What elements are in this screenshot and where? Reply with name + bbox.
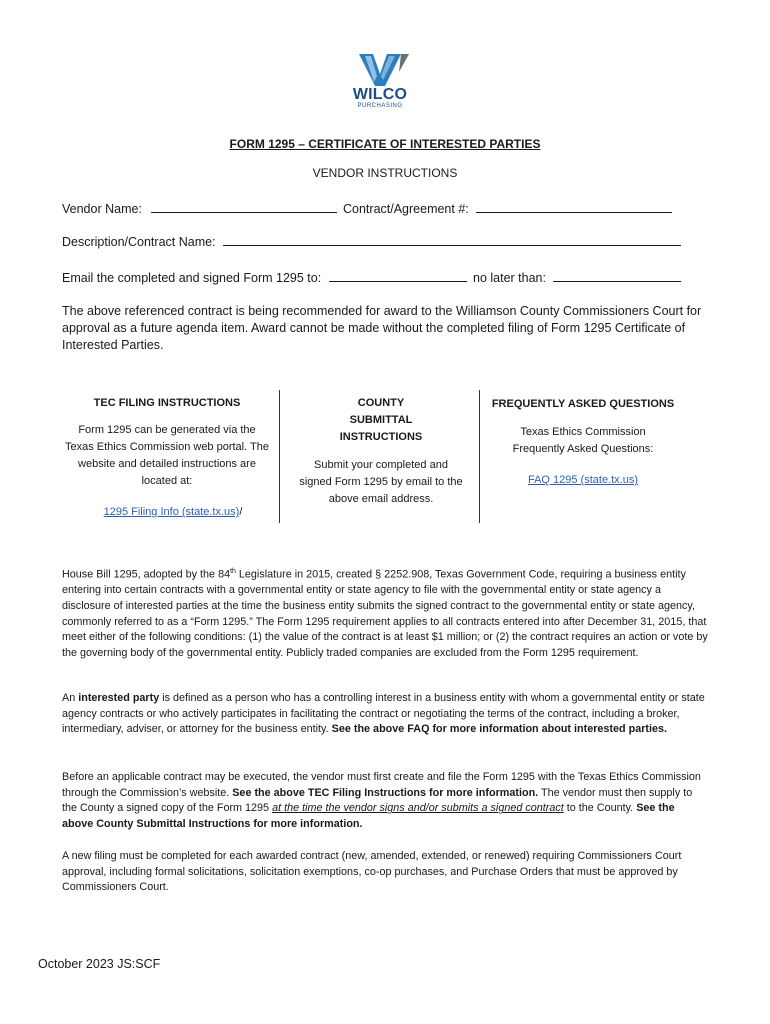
vendor-name-label: Vendor Name: xyxy=(62,202,142,216)
email-row xyxy=(62,269,467,285)
contract-row xyxy=(343,200,672,216)
footer-date: October 2023 JS:SCF xyxy=(38,957,161,971)
p3-italic: at the time the vendor signs and/or submits a signed contract xyxy=(272,802,564,815)
p2-bold: interested party xyxy=(78,692,160,704)
vendor-name-row xyxy=(62,200,337,216)
contract-number-field[interactable] xyxy=(476,200,672,213)
p2-bold2: See the above FAQ for more information about interested parties. xyxy=(331,723,668,736)
p2-text-a: An xyxy=(62,692,79,704)
email-field[interactable] xyxy=(329,269,467,282)
hb1295-paragraph xyxy=(62,564,708,662)
interested-party-paragraph xyxy=(62,691,708,738)
county-heading: COUNTY SUBMITTAL INSTRUCTIONS xyxy=(339,397,423,443)
p3-bold: See the above TEC Filing Instructions for more information. xyxy=(232,786,539,799)
tec-link-row xyxy=(77,504,269,521)
faq-body: Texas Ethics Commission Frequently Asked Questions: xyxy=(512,426,654,455)
p1-text-a: House Bill 1295, adopted by the 84 xyxy=(62,568,231,581)
tec-filing-link[interactable]: 1295 Filing Info (state.tx.us) xyxy=(103,506,240,518)
p3-text-b: The vendor must then supply to the County a signed copy of the Form 1295 xyxy=(62,786,693,815)
county-body: Submit your completed and signed Form 1295 by email to the above email address. xyxy=(299,459,463,505)
page-title: FORM 1295 – CERTIFICATE OF INTERESTED PARTIES xyxy=(229,137,541,151)
p3-bold2: See the above County Submittal Instructions for more information. xyxy=(62,802,675,831)
faq-heading: FREQUENTLY ASKED QUESTIONS xyxy=(491,398,675,410)
tec-heading: TEC FILING INSTRUCTIONS xyxy=(93,397,241,409)
description-row xyxy=(62,233,681,249)
new-filing-paragraph: A new filing must be completed for each awarded contract (new, amended, extended, or renewed) requiring Commissioners Court approval, including formal solicitations, solicitation exemptions, co-op purchases, and Purchase Orders that must be approved by Commissioners Court. xyxy=(62,850,682,894)
email-label: Email the completed and signed Form 1295 to: xyxy=(62,271,322,285)
p1-text-b: Legislature in 2015, created § 2252.908, Texas Government Code, requiring a business entity entering into certain contracts with a governmental entity or state agency to file with the governmental entity or state agency a disclosure of interested parties at the time the business entity submits the signed contract to the governmental entity or state agency, commonly referred to as a “Form 1295.” The Form 1295 requirement applies to all contracts entered into after December 31, 2015, that meet either of the following conditions: (1) the value of the contract is at least $1 million; or (2) the contract requires an action or vote by the governing body of the governmental entity. Publicly traded companies are excluded from the Form 1295 requirement. xyxy=(62,568,708,660)
tec-link-suffix: / xyxy=(239,506,243,518)
logo-wordmark: WILCO xyxy=(352,86,408,103)
deadline-field[interactable] xyxy=(553,269,681,282)
faq-link[interactable]: FAQ 1295 (state.tx.us) xyxy=(527,474,639,486)
column-divider xyxy=(479,390,480,523)
tec-body: Form 1295 can be generated via the Texas Ethics Commission web portal. The website and detailed instructions are located at: xyxy=(65,424,269,487)
p1-sup: th xyxy=(230,568,236,575)
p3-text-a: Before an applicable contract may be executed, the vendor must first create and file the Form 1295 with the Texas Ethics Commission through the Commission’s website. xyxy=(62,771,701,799)
county-column xyxy=(292,395,470,508)
column-divider xyxy=(279,390,280,523)
deadline-row xyxy=(473,269,681,285)
vendor-name-field[interactable] xyxy=(151,200,337,213)
contract-label: Contract/Agreement #: xyxy=(343,202,469,216)
no-later-label: no later than: xyxy=(473,271,546,285)
description-field[interactable] xyxy=(223,233,681,246)
faq-column xyxy=(487,396,679,489)
description-label: Description/Contract Name: xyxy=(62,235,216,249)
filing-paragraph xyxy=(62,770,708,833)
intro-paragraph: The above referenced contract is being recommended for award to the Williamson County Commissioners Court for approval as a future agenda item. Award cannot be made without the completed filing of Form 1295 Certificate of Interested Parties. xyxy=(62,304,702,352)
p3-text-c: to the County. xyxy=(563,802,637,815)
tec-column xyxy=(65,395,269,521)
page-subtitle: VENDOR INSTRUCTIONS xyxy=(312,166,458,180)
p2-text-b: is defined as a person who has a controlling interest in a business entity with whom a governmental entity or state agency contracts or who actively participates in facilitating the contract or negotiating the terms of the contract, including a broker, intermediary, adviser, or attorney for the business entity. xyxy=(62,692,705,736)
logo-subtext: PURCHASING xyxy=(357,103,403,109)
